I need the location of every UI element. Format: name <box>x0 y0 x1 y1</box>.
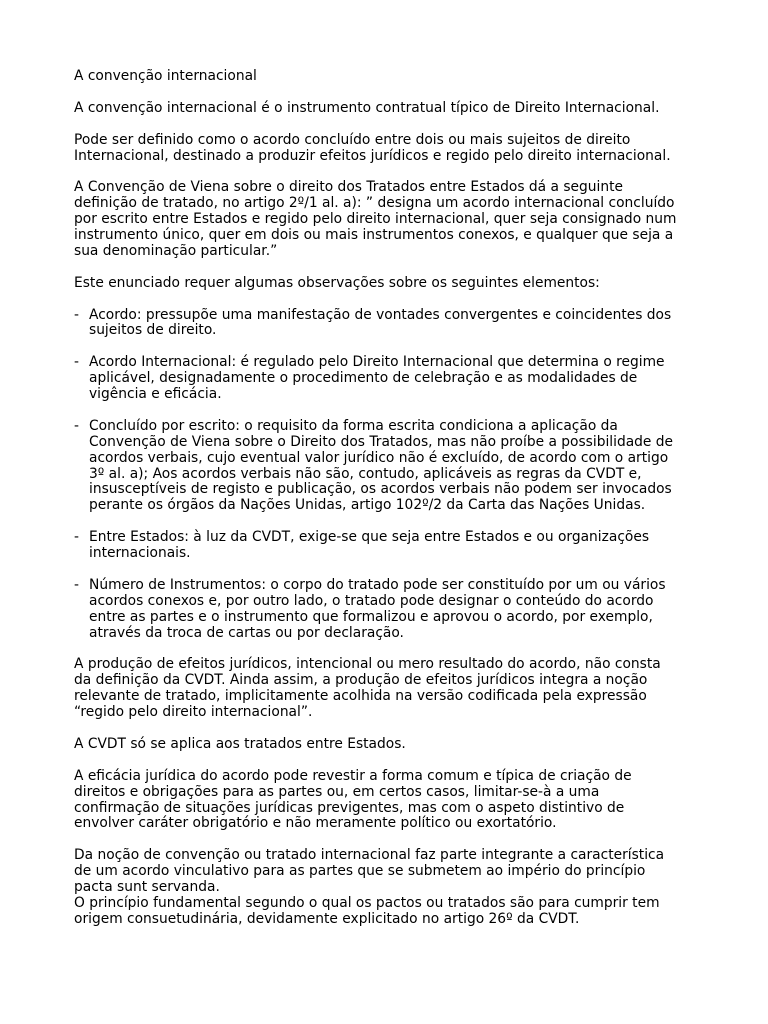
paragraph-line: A convenção internacional é o instrumento contratual típico de Direito Internacional. <box>74 99 660 116</box>
list-item-line: sujeitos de direito. <box>89 322 217 339</box>
paragraph-line: instrumento único, quer em dois ou mais instrumentos conexos, e qualquer que seja a <box>74 227 674 244</box>
paragraph-line: Internacional, destinado a produzir efeitos jurídicos e regido pelo direito internacional. <box>74 147 671 164</box>
paragraph-2 <box>74 133 704 165</box>
paragraph-line: por escrito entre Estados e regido pelo direito internacional, quer seja consignado num <box>74 211 677 228</box>
bullet-dash: - <box>74 306 79 323</box>
paragraph-line: Pode ser definido como o acordo concluído entre dois ou mais sujeitos de direito <box>74 131 631 148</box>
list-item-line: aplicável, designadamente o procedimento de celebração e as modalidades de <box>89 370 638 387</box>
paragraph-3 <box>74 180 704 260</box>
paragraph-6 <box>74 737 704 753</box>
paragraph-line: direitos e obrigações para as partes ou, em certos casos, limitar-se-à a uma <box>74 783 600 800</box>
paragraph-line: sua denominação particular.” <box>74 242 278 259</box>
paragraph-line: confirmação de situações jurídicas previgentes, mas com o aspeto distintivo de <box>74 799 625 816</box>
paragraph-line: Este enunciado requer algumas observações sobre os seguintes elementos: <box>74 274 600 291</box>
list-item-concluido-por-escrito <box>74 419 704 514</box>
list-item-line: vigência e eficácia. <box>89 386 222 403</box>
bullet-dash: - <box>74 354 79 371</box>
list-item-line: através da troca de cartas ou por declaração. <box>89 624 404 641</box>
list-item-line: internacionais. <box>89 545 191 562</box>
paragraph-7 <box>74 769 704 833</box>
document-title <box>74 69 704 85</box>
paragraph-line: A eficácia jurídica do acordo pode revestir a forma comum e típica de criação de <box>74 767 632 784</box>
list-item-line: acordos verbais, cujo eventual valor jurídico não é excluído, de acordo com o artigo <box>89 449 669 466</box>
paragraph-line: pacta sunt servanda. <box>74 879 220 896</box>
paragraph-line: da definição da CVDT. Ainda assim, a produção de efeitos jurídicos integra a noção <box>74 672 648 689</box>
list-item-line: Convenção de Viena sobre o Direito dos Tratados, mas não proíbe a possibilidade de <box>89 433 674 450</box>
paragraph-line: de um acordo vinculativo para as partes que se submetem ao império do princípio <box>74 863 646 880</box>
paragraph-line: A produção de efeitos jurídicos, intencional ou mero resultado do acordo, não consta <box>74 656 661 673</box>
paragraph-8 <box>74 848 704 896</box>
list-item-acordo-internacional <box>74 355 704 403</box>
list-item-line: insusceptíveis de registo e publicação, os acordos verbais não podem ser invocados <box>89 481 672 498</box>
bullet-dash: - <box>74 529 79 546</box>
title-text: A convenção internacional <box>74 68 257 84</box>
list-item-line: acordos conexos e, por outro lado, o tratado pode designar o conteúdo do acordo <box>89 592 654 609</box>
list-item-line: Número de Instrumentos: o corpo do tratado pode ser constituído por um ou vários <box>89 576 666 593</box>
list-item-line: Entre Estados: à luz da CVDT, exige-se que seja entre Estados e ou organizações <box>89 529 650 546</box>
paragraph-4 <box>74 276 704 292</box>
paragraph-line: envolver caráter obrigatório e não meramente político ou exortatório. <box>74 815 557 832</box>
paragraph-line: O princípio fundamental segundo o qual os pactos ou tratados são para cumprir tem <box>74 894 660 911</box>
paragraph-1 <box>74 101 704 117</box>
paragraph-line: “regido pelo direito internacional”. <box>74 704 313 721</box>
paragraph-line: Da noção de convenção ou tratado internacional faz parte integrante a característica <box>74 847 665 864</box>
bullet-dash: - <box>74 576 79 593</box>
list-item-acordo <box>74 308 704 340</box>
list-item-numero-de-instrumentos <box>74 578 704 642</box>
list-item-line: Acordo: pressupõe uma manifestação de vontades convergentes e coincidentes dos <box>89 306 672 323</box>
list-item-line: perante os órgãos da Nações Unidas, artigo 102º/2 da Carta das Nações Unidas. <box>89 497 646 514</box>
list-item-line: Concluído por escrito: o requisito da forma escrita condiciona a aplicação da <box>89 417 618 434</box>
paragraph-line: A CVDT só se aplica aos tratados entre Estados. <box>74 735 406 752</box>
paragraph-line: A Convenção de Viena sobre o direito dos Tratados entre Estados dá a seguinte <box>74 179 624 196</box>
list-item-entre-estados <box>74 530 704 562</box>
document-page <box>74 69 704 944</box>
list-item-line: entre as partes e o instrumento que formalizou e aprovou o acordo, por exemplo, <box>89 608 653 625</box>
paragraph-line: relevante de tratado, implicitamente acolhida na versão codificada pela expressão <box>74 688 647 705</box>
paragraph-5 <box>74 657 704 721</box>
paragraph-line: origem consuetudinária, devidamente explicitado no artigo 26º da CVDT. <box>74 910 580 927</box>
paragraph-line: definição de tratado, no artigo 2º/1 al. a): ” designa um acordo internacional concluído <box>74 195 675 212</box>
list-item-line: Acordo Internacional: é regulado pelo Direito Internacional que determina o regime <box>89 354 665 371</box>
bullet-dash: - <box>74 417 79 434</box>
paragraph-9 <box>74 896 704 928</box>
list-item-line: 3º al. a); Aos acordos verbais não são, contudo, aplicáveis as regras da CVDT e, <box>89 465 642 482</box>
